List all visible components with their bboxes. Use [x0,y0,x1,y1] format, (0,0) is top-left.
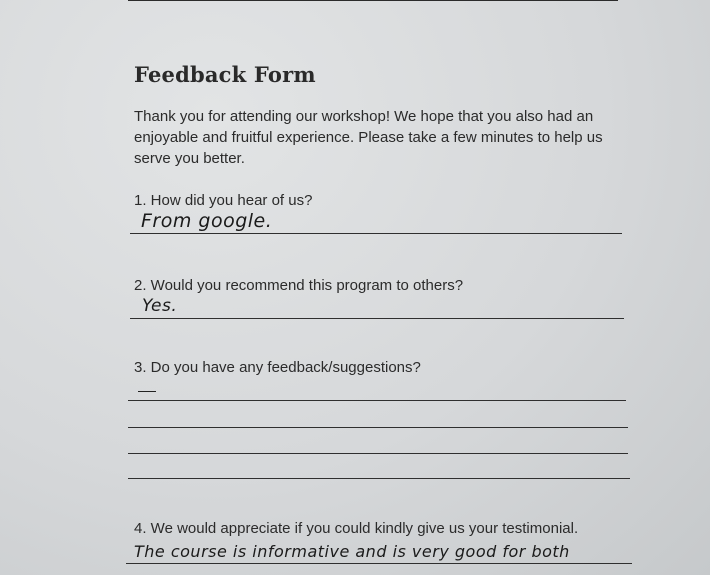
question-3-answer-line-3[interactable] [128,453,628,454]
question-3-answer-dash [138,391,156,392]
question-4-answer-line [126,563,632,564]
question-2-answer-line [130,318,624,319]
top-rule [128,0,618,1]
question-2-label: 2. Would you recommend this program to others? [134,277,464,294]
question-1-answer-line [130,233,622,234]
question-3-answer-line-1[interactable] [128,400,626,401]
question-1-answer[interactable]: From google. [141,210,273,232]
question-3-answer-line-4[interactable] [128,478,630,479]
question-2-answer[interactable]: Yes. [142,296,178,316]
form-title: Feedback Form [134,62,316,87]
form-intro: Thank you for attending our workshop! We hope that you also had an enjoyable and fruitful experience. Please take a few minutes to help us serve you better. [134,108,603,167]
question-3-label: 3. Do you have any feedback/suggestions? [134,359,421,376]
question-3-answer-line-2[interactable] [128,427,628,428]
question-1-label: 1. How did you hear of us? [134,192,313,209]
question-4-answer[interactable]: The course is informative and is very good for both [134,542,570,561]
question-4-label: 4. We would appreciate if you could kindly give us your testimonial. [134,520,579,537]
